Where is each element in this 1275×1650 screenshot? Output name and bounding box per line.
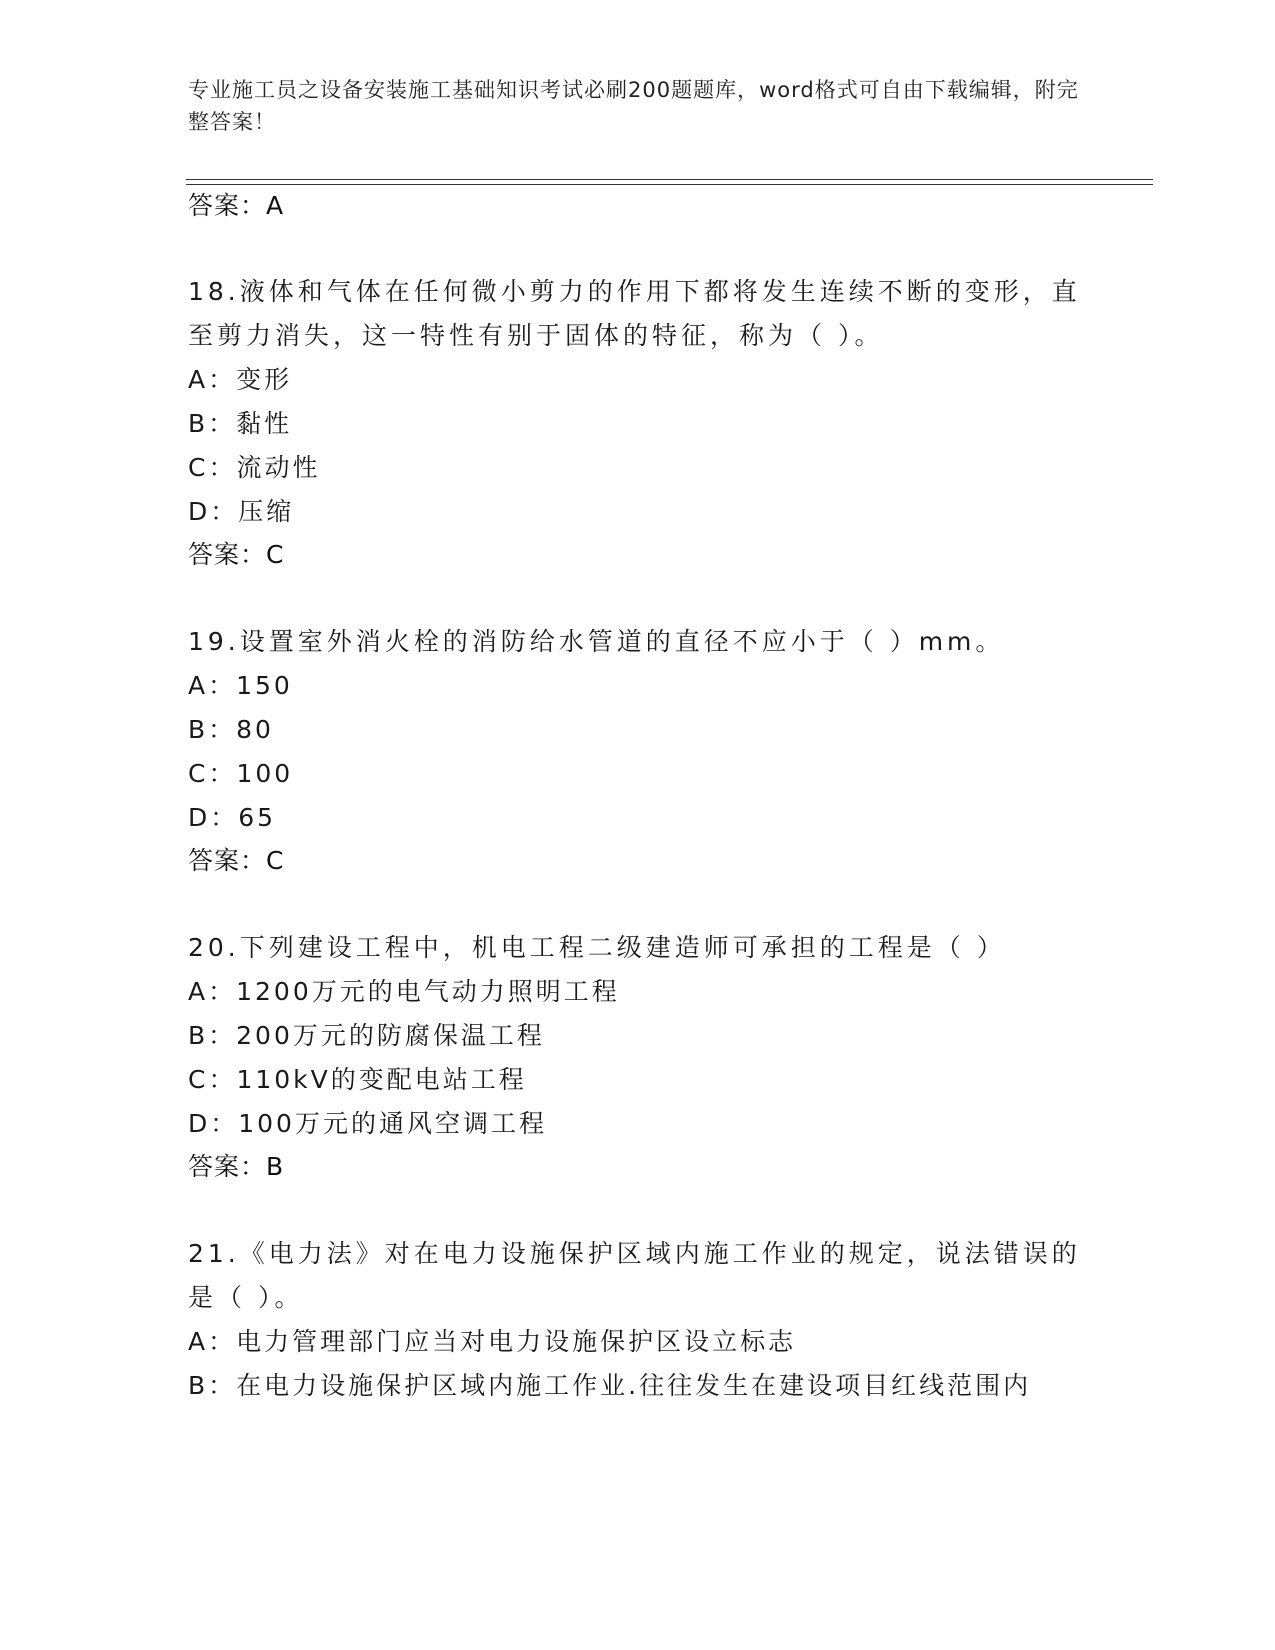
question-20-option-b: B：200万元的防腐保温工程 bbox=[188, 1021, 545, 1050]
question-21-stem-line-1: 21.《电力法》对在电力设施保护区域内施工作业的规定，说法错误的 bbox=[188, 1239, 1081, 1268]
previous-answer: 答案：A bbox=[188, 191, 285, 220]
question-19-option-b: B：80 bbox=[188, 715, 274, 744]
question-18-option-c: C：流动性 bbox=[188, 453, 321, 482]
question-18-option-b: B：黏性 bbox=[188, 409, 293, 438]
question-18-stem-line-1: 18.液体和气体在任何微小剪力的作用下都将发生连续不断的变形，直 bbox=[188, 277, 1081, 306]
question-21-option-b: B：在电力设施保护区域内施工作业.往往发生在建设项目红线范围内 bbox=[188, 1371, 1032, 1400]
question-19-option-d: D：65 bbox=[188, 803, 277, 832]
header-divider bbox=[186, 179, 1153, 180]
question-18-stem-line-2: 至剪力消失，这一特性有别于固体的特征，称为（ ）。 bbox=[188, 321, 884, 350]
question-20-answer: 答案：B bbox=[188, 1152, 285, 1181]
question-20-stem-line-1: 20.下列建设工程中，机电工程二级建造师可承担的工程是（ ） bbox=[188, 933, 1006, 962]
document-header: 专业施工员之设备安装施工基础知识考试必刷200题题库，word格式可自由下载编辑，附完整答案！ bbox=[188, 78, 1079, 134]
question-20-option-a: A：1200万元的电气动力照明工程 bbox=[188, 977, 620, 1006]
question-19-answer: 答案：C bbox=[188, 846, 285, 875]
question-19-stem-line-1: 19.设置室外消火栓的消防给水管道的直径不应小于（ ）mm。 bbox=[188, 627, 1005, 656]
question-18-option-a: A：变形 bbox=[188, 365, 293, 394]
question-18-option-d: D：压缩 bbox=[188, 497, 295, 526]
question-20-option-d: D：100万元的通风空调工程 bbox=[188, 1109, 547, 1138]
header-divider-double bbox=[186, 184, 1153, 185]
question-19-option-c: C：100 bbox=[188, 759, 294, 788]
question-18-answer: 答案：C bbox=[188, 540, 285, 569]
question-20-option-c: C：110kV的变配电站工程 bbox=[188, 1065, 527, 1094]
question-19-option-a: A：150 bbox=[188, 671, 293, 700]
question-21-stem-line-2: 是（ ）。 bbox=[188, 1283, 304, 1312]
question-21-option-a: A：电力管理部门应当对电力设施保护区设立标志 bbox=[188, 1327, 797, 1356]
